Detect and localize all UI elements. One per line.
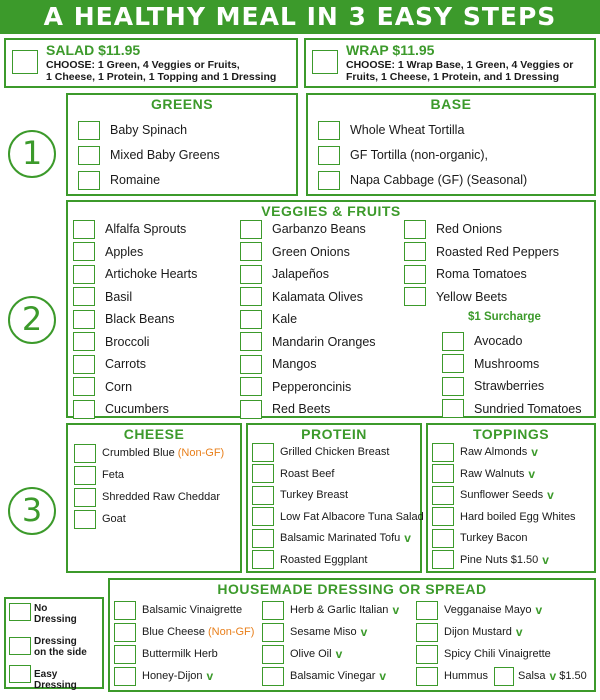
veggie-checkbox[interactable] (404, 265, 426, 284)
base-label: Napa Cabbage (GF) (Seasonal) (350, 173, 528, 187)
veggie-checkbox[interactable] (73, 332, 95, 351)
dressing-checkbox[interactable] (262, 645, 284, 664)
dressing-label: Blue Cheese (142, 626, 205, 638)
veggie-label: Mandarin Oranges (272, 334, 376, 349)
topping-checkbox[interactable] (432, 464, 454, 483)
veggie-surcharge-checkbox[interactable] (442, 354, 464, 373)
greens-item[interactable] (78, 120, 187, 140)
veggie-item[interactable] (73, 399, 169, 419)
topping-item[interactable] (432, 528, 527, 548)
salsa-checkbox[interactable] (494, 667, 514, 686)
cheese-label: Shredded Raw Cheddar (102, 491, 221, 503)
veggie-surcharge-item[interactable] (442, 354, 539, 374)
step-2-badge: 2 (8, 296, 56, 344)
wrap-title: WRAP $11.95 (346, 42, 435, 58)
topping-label: Hard boiled Egg Whites (460, 510, 576, 523)
cheese-title: CHEESE (123, 426, 185, 442)
topping-label: Raw Almonds (460, 446, 528, 458)
page-title: A HEALTHY MEAL IN 3 EASY STEPS (0, 0, 600, 34)
dressing-checkbox[interactable] (262, 623, 284, 642)
dressing-checkbox[interactable] (114, 623, 136, 642)
cheese-label: Goat (102, 513, 126, 525)
dressing-label: Vegganaise Mayo (444, 604, 532, 616)
veggie-checkbox[interactable] (73, 310, 95, 329)
topping-label: Raw Walnuts (460, 467, 525, 480)
veggie-checkbox[interactable] (240, 332, 262, 351)
non-gf-note: (Non-GF) (208, 626, 255, 638)
no-dressing-checkbox[interactable] (9, 603, 31, 621)
cheese-checkbox[interactable] (74, 510, 96, 529)
veggie-checkbox[interactable] (240, 287, 262, 306)
dressing-label: Herb & Garlic Italian (290, 604, 389, 616)
dressing-label: Honey-Dijon (142, 670, 203, 682)
dressing-label: Dijon Mustard (444, 626, 512, 638)
dressing-checkbox[interactable] (114, 667, 136, 686)
base-label: Whole Wheat Tortilla (350, 123, 465, 137)
topping-checkbox[interactable] (432, 486, 454, 505)
vegan-check-icon: v (531, 445, 538, 459)
veggie-surcharge-label: Strawberries (474, 379, 545, 393)
veggie-checkbox[interactable] (73, 220, 95, 239)
veggie-label: Roasted Red Peppers (436, 244, 559, 259)
cheese-section (66, 423, 242, 573)
salsa-price: $1.50 (559, 670, 587, 682)
wrap-checkbox[interactable] (312, 50, 338, 74)
veggie-label: Broccoli (105, 334, 150, 349)
toppings-title: TOPPINGS (472, 426, 550, 442)
veggie-item[interactable] (240, 354, 316, 374)
dressing-checkbox[interactable] (114, 645, 136, 664)
vegan-check-icon: v (515, 625, 523, 639)
veggie-label: Cucumbers (105, 402, 169, 416)
vegan-check-icon: v (379, 669, 387, 683)
step-3-badge: 3 (8, 487, 56, 535)
veggie-label: Mangos (272, 357, 317, 371)
veggie-surcharge-checkbox[interactable] (442, 332, 464, 351)
greens-label: Baby Spinach (110, 123, 188, 137)
no-dressing-label: No Dressing (34, 603, 77, 625)
veggie-item[interactable] (73, 264, 197, 284)
dressing-item[interactable] (416, 600, 542, 620)
veggie-item[interactable] (240, 264, 329, 284)
greens-label: Mixed Baby Greens (110, 148, 220, 162)
dressing-item[interactable] (416, 644, 551, 664)
veggie-checkbox[interactable] (73, 355, 95, 374)
salad-description: CHOOSE: 1 Green, 4 Veggies or Fruits, 1 Cheese, 1 Protein, 1 Topping and 1 Dressing (46, 59, 277, 83)
greens-item[interactable] (78, 170, 160, 190)
cheese-label: Crumbled Blue (102, 447, 175, 459)
veggie-checkbox[interactable] (240, 265, 262, 284)
topping-item[interactable] (432, 442, 538, 462)
veggie-checkbox[interactable] (404, 220, 426, 239)
veggie-label: Red Onions (436, 222, 503, 236)
veggie-label: Apples (105, 244, 144, 259)
greens-item[interactable] (78, 145, 220, 165)
veggie-checkbox[interactable] (73, 377, 95, 396)
dressing-checkbox[interactable] (262, 667, 284, 686)
protein-checkbox[interactable] (252, 529, 274, 548)
veggie-label: Green Onions (272, 244, 350, 259)
topping-label: Turkey Bacon (460, 532, 528, 544)
veggie-item[interactable] (73, 219, 186, 239)
topping-checkbox[interactable] (432, 507, 454, 526)
dressing-label: Buttermilk Herb (142, 648, 218, 660)
veggie-surcharge-label: Mushrooms (474, 356, 540, 371)
housemade-dressing-section (108, 578, 596, 692)
greens-checkbox[interactable] (78, 146, 100, 165)
dressing-item[interactable] (114, 600, 242, 620)
dressing-item[interactable] (262, 622, 367, 642)
veggie-checkbox[interactable] (240, 377, 262, 396)
base-checkbox[interactable] (318, 121, 340, 140)
non-gf-note: (Non-GF) (177, 447, 225, 459)
step-1-badge: 1 (8, 130, 56, 178)
greens-section (66, 93, 298, 196)
cheese-item[interactable] (74, 509, 126, 529)
base-checkbox[interactable] (318, 146, 340, 165)
protein-item[interactable] (252, 485, 348, 505)
base-title: BASE (430, 96, 472, 112)
greens-label: Romaine (110, 173, 161, 187)
vegan-check-icon: v (535, 603, 543, 617)
veggie-checkbox[interactable] (73, 242, 95, 261)
veggie-checkbox[interactable] (240, 242, 262, 261)
salad-option[interactable] (4, 38, 298, 88)
dressing-checkbox[interactable] (114, 601, 136, 620)
protein-item[interactable] (252, 464, 334, 484)
veggie-checkbox[interactable] (240, 310, 262, 329)
veggie-label: Kalamata Olives (272, 289, 364, 304)
veggie-checkbox[interactable] (73, 287, 95, 306)
dressing-item[interactable] (416, 666, 587, 686)
vegan-check-icon: v (547, 488, 554, 502)
dressing-options (4, 597, 104, 689)
dressing-label: Balsamic Vinegar (290, 670, 376, 682)
vegan-check-icon: v (206, 669, 214, 683)
dressing-item[interactable] (114, 622, 254, 642)
surcharge-label: $1 Surcharge (468, 311, 541, 323)
veggie-surcharge-label: Sundried Tomatoes (474, 401, 582, 416)
dressing-label: Spicy Chili Vinaigrette (444, 648, 551, 660)
salad-title: SALAD $11.95 (46, 42, 141, 58)
veggie-label: Pepperoncinis (272, 379, 352, 394)
veggie-item[interactable] (404, 264, 527, 284)
veggie-label: Basil (105, 289, 133, 304)
cheese-item[interactable] (74, 487, 220, 507)
veggie-checkbox[interactable] (73, 265, 95, 284)
dressing-checkbox[interactable] (416, 601, 438, 620)
dressing-item[interactable] (416, 622, 523, 642)
protein-label: Balsamic Marinated Tofu (280, 532, 401, 544)
veggie-surcharge-checkbox[interactable] (442, 377, 464, 396)
dressing-label: Balsamic Vinaigrette (142, 604, 243, 616)
dressing-item[interactable] (114, 644, 218, 664)
protein-title: PROTEIN (301, 426, 367, 442)
veggie-label: Roma Tomatoes (436, 267, 527, 281)
veggie-item[interactable] (404, 219, 502, 239)
salsa-label: Salsa (518, 670, 546, 682)
veggie-label: Kale (272, 312, 298, 326)
topping-checkbox[interactable] (432, 443, 454, 462)
veggie-surcharge-item[interactable] (442, 376, 544, 396)
dressing-side-checkbox[interactable] (9, 637, 31, 655)
greens-title: GREENS (150, 96, 214, 112)
base-item[interactable] (318, 145, 488, 165)
vegan-check-icon: v (392, 603, 400, 617)
protein-label: Low Fat Albacore Tuna Salad (280, 510, 424, 523)
topping-item[interactable] (432, 507, 576, 527)
veggie-item[interactable] (240, 377, 351, 397)
veggie-surcharge-item[interactable] (442, 331, 522, 351)
veggie-surcharge-checkbox[interactable] (442, 399, 464, 418)
dressing-item[interactable] (262, 644, 342, 664)
dressing-item[interactable] (114, 666, 213, 686)
dressing-title: HOUSEMADE DRESSING OR SPREAD (217, 581, 487, 597)
greens-checkbox[interactable] (78, 171, 100, 190)
dressing-side-label: Dressing on the side (34, 636, 87, 658)
veggie-label: Artichoke Hearts (105, 267, 198, 281)
veggie-item[interactable] (73, 354, 146, 374)
topping-checkbox[interactable] (432, 529, 454, 548)
veggie-item[interactable] (404, 242, 559, 262)
protein-label: Turkey Breast (280, 489, 349, 501)
easy-dressing-checkbox[interactable] (9, 665, 31, 683)
cheese-checkbox[interactable] (74, 488, 96, 507)
veggie-checkbox[interactable] (240, 220, 262, 239)
toppings-section (426, 423, 596, 573)
dressing-checkbox[interactable] (416, 645, 438, 664)
dressing-label: Sesame Miso (290, 626, 357, 638)
base-section (306, 93, 596, 196)
topping-item[interactable] (432, 550, 549, 570)
vegan-check-icon: v (542, 552, 549, 567)
topping-label: Pine Nuts $1.50 (460, 553, 539, 566)
dressing-label: Olive Oil (290, 648, 332, 660)
protein-checkbox[interactable] (252, 443, 274, 462)
cheese-checkbox[interactable] (74, 444, 96, 463)
veggies-fruits-section (66, 200, 596, 418)
cheese-item[interactable] (74, 465, 124, 485)
veggie-item[interactable] (73, 242, 143, 262)
protein-label: Roast Beef (280, 467, 335, 480)
protein-checkbox[interactable] (252, 550, 274, 569)
protein-checkbox[interactable] (252, 464, 274, 483)
protein-section (246, 423, 422, 573)
veggie-checkbox[interactable] (73, 400, 95, 419)
protein-item[interactable] (252, 528, 411, 548)
veggie-item[interactable] (73, 332, 149, 352)
dressing-checkbox[interactable] (416, 667, 438, 686)
salad-checkbox[interactable] (12, 50, 38, 74)
topping-label: Sunflower Seeds (460, 489, 544, 501)
veggie-surcharge-label: Avocado (474, 334, 523, 348)
easy-dressing-label: Easy Dressing (34, 669, 77, 691)
veggie-checkbox[interactable] (404, 242, 426, 261)
veggie-label: Jalapeños (272, 267, 329, 281)
protein-item[interactable] (252, 442, 389, 462)
protein-label: Roasted Eggplant (280, 553, 368, 566)
veggie-label: Garbanzo Beans (272, 222, 366, 236)
veggies-fruits-title: VEGGIES & FRUITS (261, 203, 401, 219)
base-label: GF Tortilla (non-organic), (350, 148, 489, 162)
cheese-label: Feta (102, 469, 125, 481)
dressing-checkbox[interactable] (262, 601, 284, 620)
protein-checkbox[interactable] (252, 507, 274, 526)
veggie-item[interactable] (240, 332, 376, 352)
cheese-item[interactable] (74, 443, 224, 463)
vegan-check-icon: v (404, 531, 411, 545)
veggie-item[interactable] (240, 309, 297, 329)
protein-item[interactable] (252, 550, 367, 570)
veggie-label: Yellow Beets (436, 289, 508, 304)
veggie-item[interactable] (73, 287, 132, 307)
base-item[interactable] (318, 120, 464, 140)
vegan-check-icon: v (335, 647, 343, 661)
dressing-checkbox[interactable] (416, 623, 438, 642)
veggie-item[interactable] (73, 309, 174, 329)
veggie-label: Black Beans (105, 312, 175, 326)
topping-item[interactable] (432, 485, 554, 505)
dressing-label: Hummus (444, 670, 489, 682)
veggie-item[interactable] (404, 287, 507, 307)
base-item[interactable] (318, 170, 527, 190)
veggie-surcharge-item[interactable] (442, 399, 581, 419)
base-checkbox[interactable] (318, 171, 340, 190)
dressing-item[interactable] (262, 666, 386, 686)
topping-checkbox[interactable] (432, 550, 454, 569)
vegan-check-icon: v (549, 669, 557, 683)
veggie-item[interactable] (240, 219, 366, 239)
topping-item[interactable] (432, 464, 535, 484)
vegan-check-icon: v (360, 625, 368, 639)
protein-checkbox[interactable] (252, 486, 274, 505)
veggie-checkbox[interactable] (404, 287, 426, 306)
wrap-description: CHOOSE: 1 Wrap Base, 1 Green, 4 Veggies or Fruits, 1 Cheese, 1 Protein, and 1 Dressing (346, 59, 574, 83)
veggie-checkbox[interactable] (240, 355, 262, 374)
greens-checkbox[interactable] (78, 121, 100, 140)
protein-item[interactable] (252, 507, 424, 527)
veggie-label: Carrots (105, 357, 146, 371)
protein-label: Grilled Chicken Breast (280, 446, 390, 458)
veggie-item[interactable] (240, 242, 350, 262)
cheese-checkbox[interactable] (74, 466, 96, 485)
veggie-label: Alfalfa Sprouts (105, 222, 187, 236)
veggie-item[interactable] (73, 377, 132, 397)
wrap-option[interactable] (304, 38, 596, 88)
vegan-check-icon: v (528, 466, 536, 481)
veggie-checkbox[interactable] (240, 400, 262, 419)
dressing-item[interactable] (262, 600, 399, 620)
veggie-item[interactable] (240, 287, 363, 307)
veggie-item[interactable] (240, 399, 330, 419)
veggie-label: Red Beets (272, 402, 331, 416)
veggie-label: Corn (105, 379, 133, 394)
